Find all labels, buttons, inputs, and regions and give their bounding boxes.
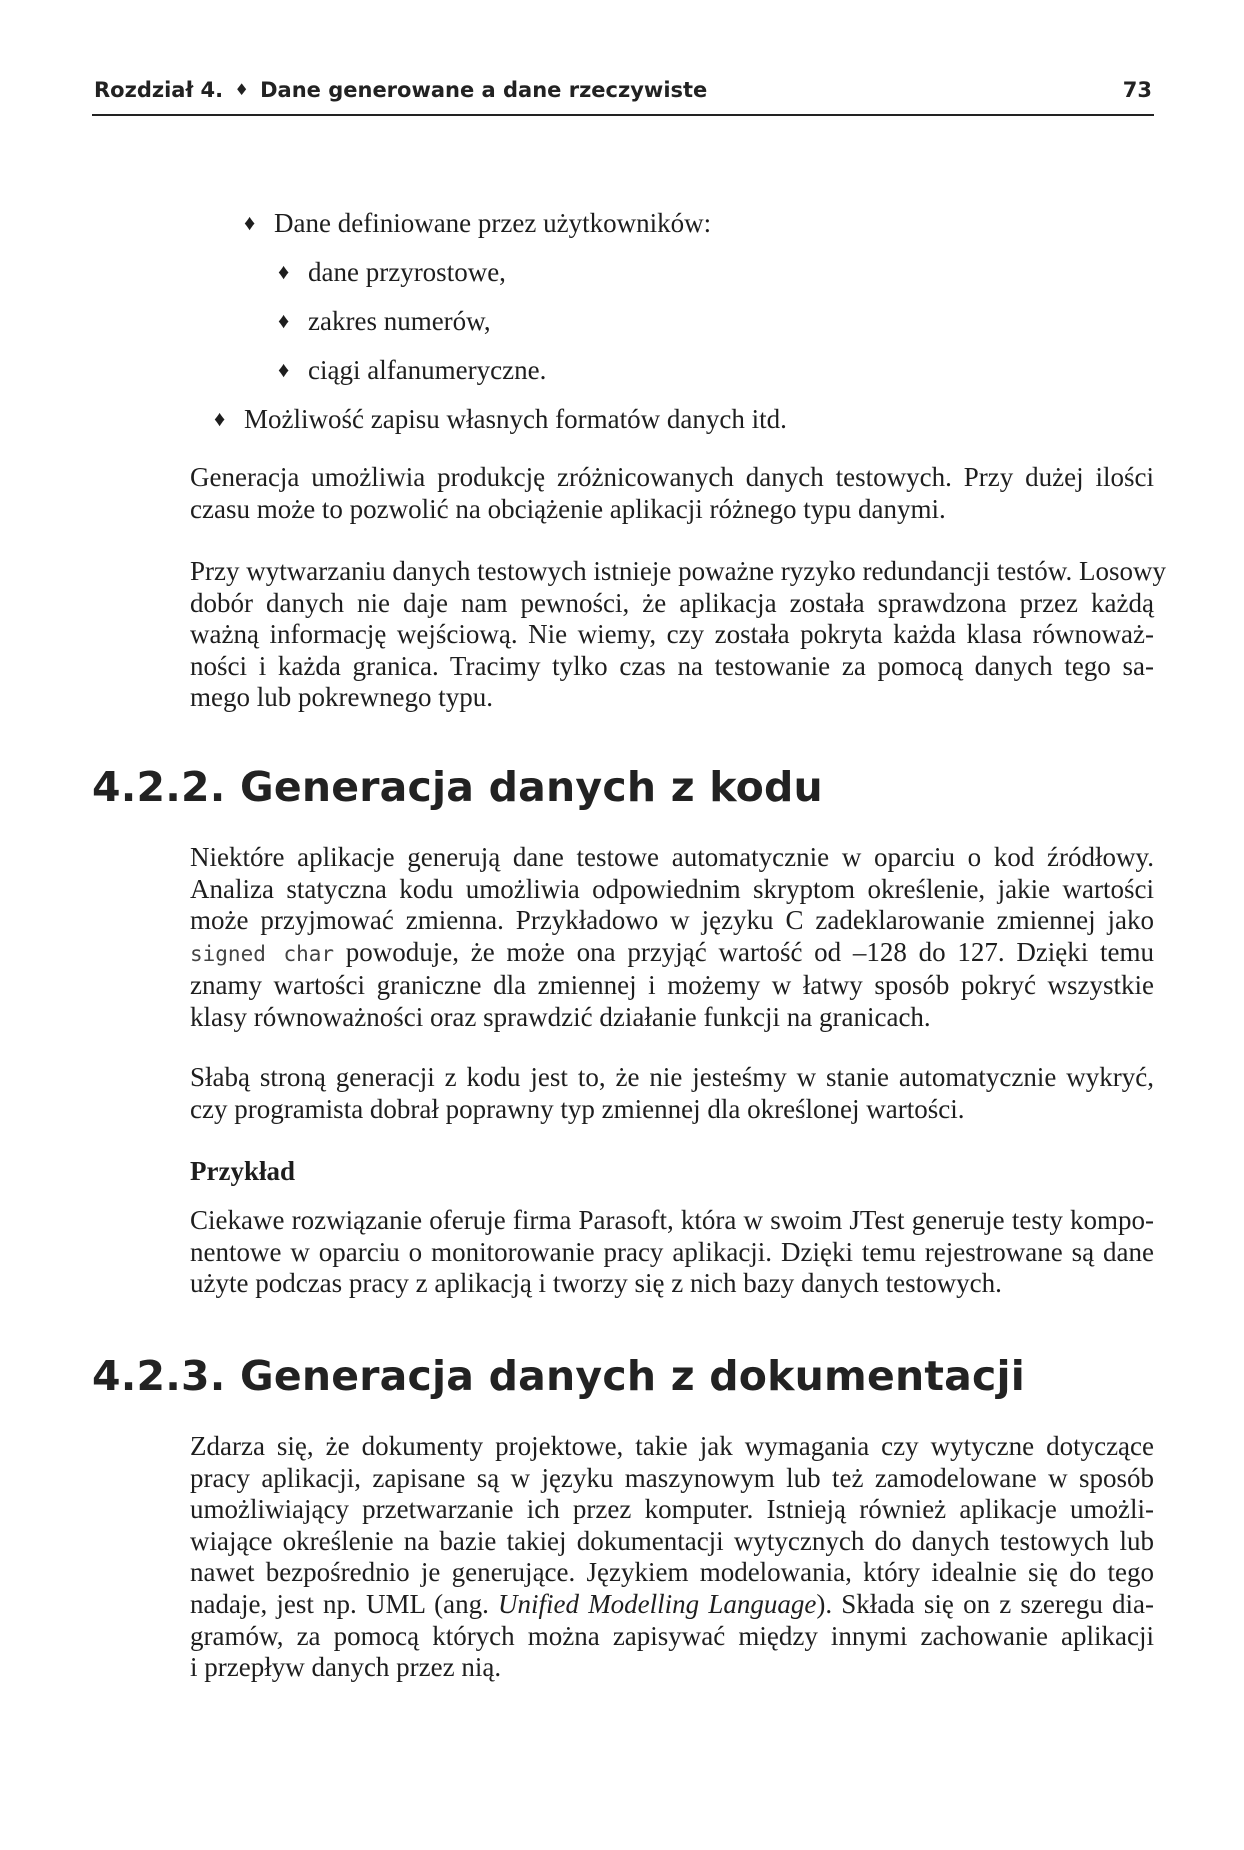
example-heading: Przykład [190, 1156, 295, 1186]
chapter-title [94, 78, 707, 102]
text-line: dobór danych nie daje nam pewności, że aplikacja została sprawdzona przez każdą [190, 587, 1154, 618]
text-line: i przepływ danych przez nią. [190, 1652, 502, 1683]
list-item [278, 257, 506, 290]
paragraph [190, 556, 1166, 714]
text-line: Przy wytwarzaniu danych testowych istnieje poważne ryzyko redundancji testów. Losowy [190, 556, 1166, 586]
paragraph [190, 1062, 1154, 1125]
list-item-text: ciągi alfanumeryczne. [308, 355, 547, 385]
text-line: pracy aplikacji, zapisane są w języku maszynowym lub też zamodelowane w sposób [190, 1462, 1154, 1493]
paragraph [190, 1205, 1154, 1300]
list-item-text: Możliwość zapisu własnych formatów danych itd. [244, 404, 787, 434]
list-item [278, 355, 546, 388]
text-line: wiające określenie na bazie takiej dokumentacji wytycznych do danych testowych lub [190, 1525, 1154, 1556]
text-line: gramów, za pomocą których można zapisywać między innymi zachowanie aplikacji [190, 1620, 1154, 1651]
diamond-bullet-icon: ♦ [234, 80, 249, 99]
text-line: mego lub pokrewnego typu. [190, 682, 493, 713]
text-line: ważną informację wejściową. Nie wiemy, czy została pokryta każda klasa równoważ- [190, 619, 1154, 650]
inline-code: signed char [190, 941, 335, 966]
page-number: 73 [1122, 78, 1152, 102]
diamond-bullet-icon: ♦ [244, 210, 256, 235]
italic-term: Unified Modelling Language [498, 1588, 817, 1619]
text-span: nadaje, jest np. UML (ang. [190, 1588, 489, 1619]
diamond-bullet-icon: ♦ [278, 259, 290, 284]
section-heading: 4.2.2. Generacja danych z kodu [92, 763, 823, 811]
paragraph [190, 462, 1154, 525]
text-line: Analiza statyczna kodu umożliwia odpowiednim skryptom określenie, jakie wartości [190, 873, 1154, 904]
text-line: użyte podczas pracy z aplikacją i tworzy się z nich bazy danych testowych. [190, 1268, 1002, 1299]
diamond-bullet-icon: ♦ [278, 357, 290, 382]
paragraph [190, 842, 1154, 1034]
diamond-bullet-icon: ♦ [214, 406, 226, 431]
text-line: nentowe w oparciu o monitorowanie pracy aplikacji. Dzięki temu rejestrowane są dane [190, 1236, 1154, 1267]
running-header [92, 76, 1154, 116]
text-line [190, 1589, 1154, 1621]
text-line: Generacja umożliwia produkcję zróżnicowanych danych testowych. Przy dużej ilości [190, 462, 1154, 492]
text-line: Ciekawe rozwiązanie oferuje firma Parasoft, która w swoim JTest generuje testy kompo- [190, 1205, 1154, 1235]
text-span: powoduje, że może ona przyjąć wartość od –128 do 127. Dzięki temu [345, 936, 1154, 967]
list-item [214, 404, 787, 437]
text-line: nawet bezpośrednio je generujące. Językiem modelowania, który idealnie się do tego [190, 1557, 1154, 1588]
diamond-bullet-icon: ♦ [278, 308, 290, 333]
list-item [244, 208, 711, 241]
text-line: czy programista dobrał poprawny typ zmiennej dla określonej wartości. [190, 1093, 965, 1124]
chapter-label: Rozdział 4. [94, 78, 224, 102]
text-line: może przyjmować zmienna. Przykładowo w języku C zadeklarowanie zmiennej jako [190, 905, 1154, 936]
text-line: umożliwiający przetwarzanie ich przez komputer. Istnieją również aplikacje umożli- [190, 1494, 1154, 1525]
chapter-name: Dane generowane a dane rzeczywiste [260, 78, 708, 102]
list-item [278, 306, 491, 339]
text-line: Słabą stroną generacji z kodu jest to, że nie jesteśmy w stanie automatycznie wykryć, [190, 1062, 1154, 1092]
text-line: Niektóre aplikacje generują dane testowe automatycznie w oparciu o kod źródłowy. [190, 842, 1154, 872]
text-line: klasy równoważności oraz sprawdzić działanie funkcji na granicach. [190, 1001, 931, 1032]
section-heading: 4.2.3. Generacja danych z dokumentacji [92, 1352, 1026, 1400]
text-line: Zdarza się, że dokumenty projektowe, takie jak wymagania czy wytyczne dotyczące [190, 1431, 1154, 1461]
paragraph [190, 1431, 1154, 1684]
text-line: czasu może to pozwolić na obciążenie aplikacji różnego typu danymi. [190, 493, 946, 524]
list-item-text: zakres numerów, [308, 306, 491, 336]
list-item-text: Dane definiowane przez użytkowników: [274, 208, 712, 238]
list-item-text: dane przyrostowe, [308, 257, 506, 287]
text-span: ). Składa się on z szeregu dia- [816, 1588, 1154, 1619]
text-line: znamy wartości graniczne dla zmiennej i możemy w łatwy sposób pokryć wszystkie [190, 970, 1154, 1001]
text-line: ności i każda granica. Tracimy tylko czas na testowanie za pomocą danych tego sa- [190, 650, 1154, 681]
text-line [190, 937, 1154, 971]
